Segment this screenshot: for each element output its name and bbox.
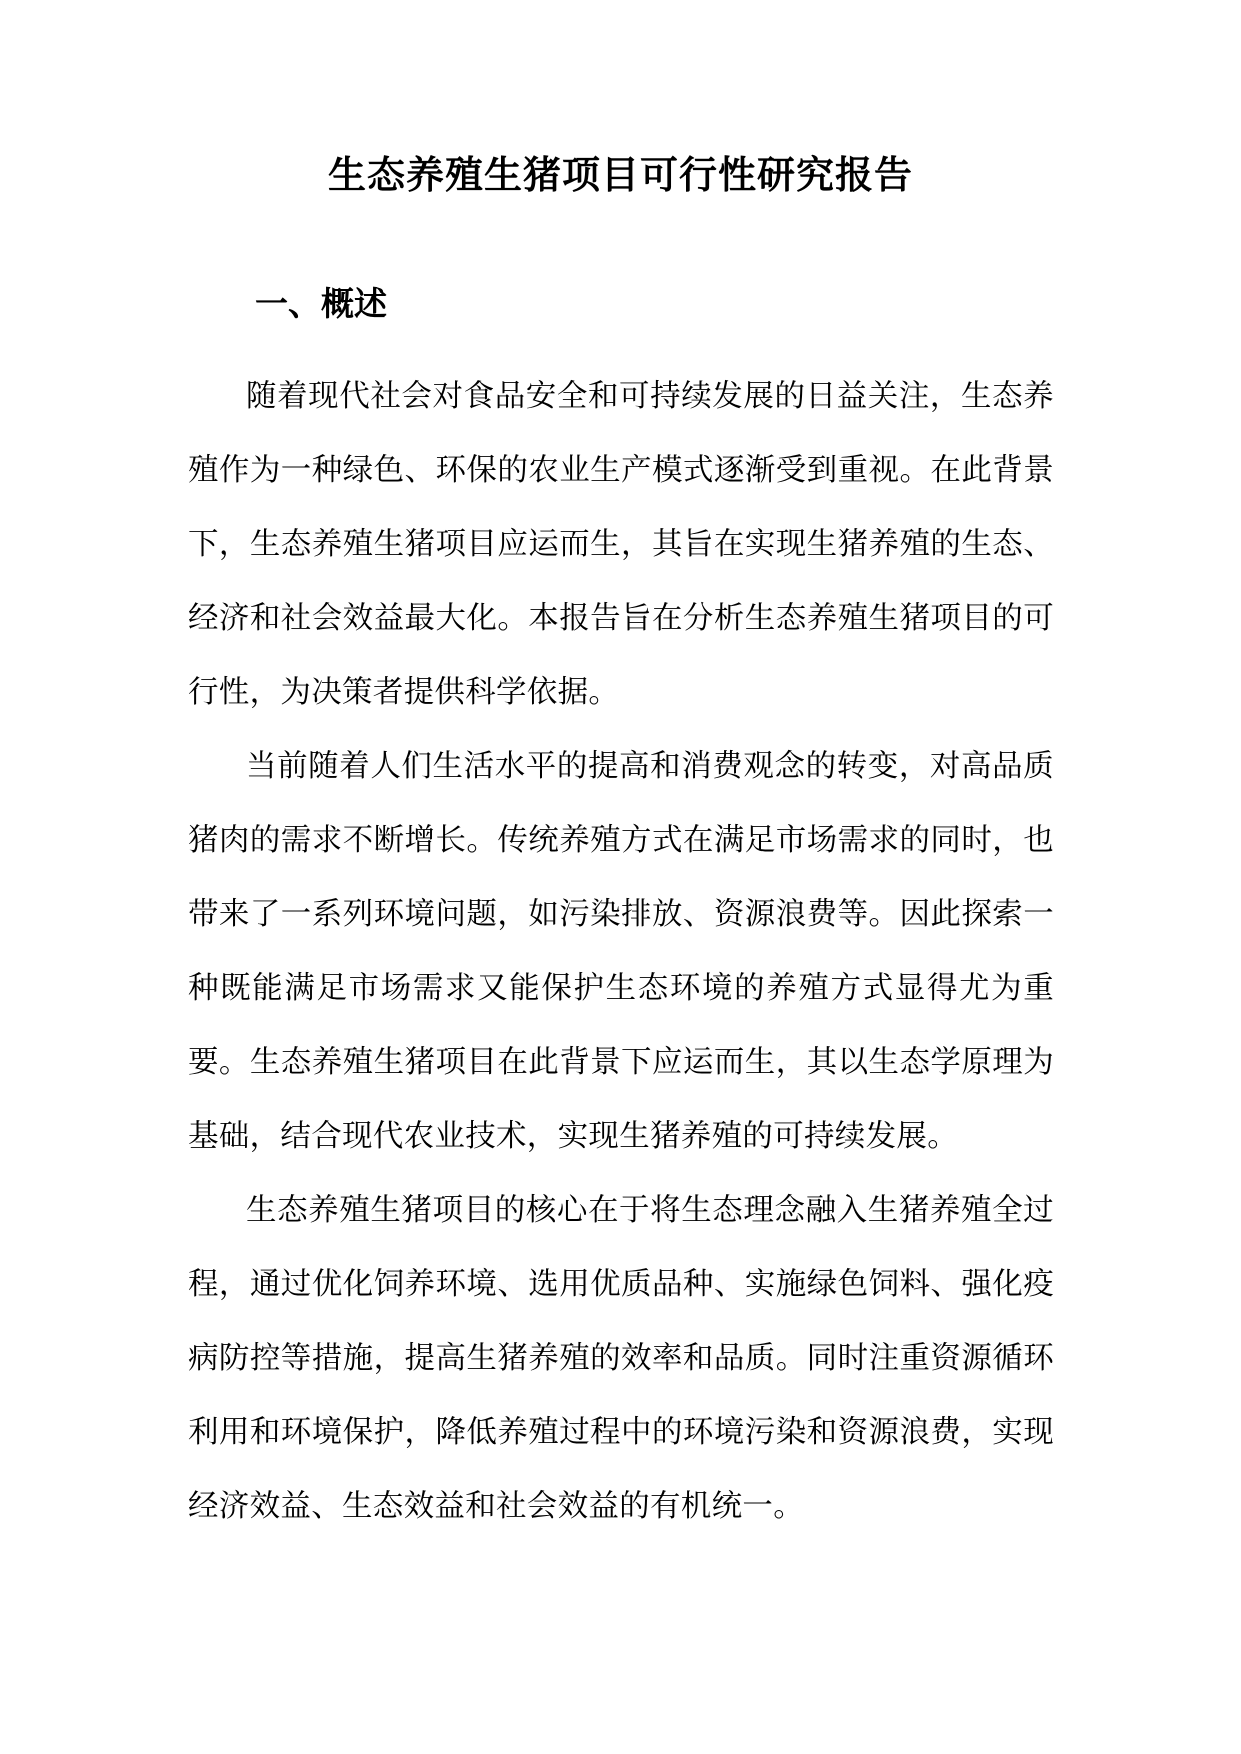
body-paragraph: 生态养殖生猪项目的核心在于将生态理念融入生猪养殖全过程，通过优化饲养环境、选用优质品种、实施绿色饲料、强化疫病防控等措施，提高生猪养殖的效率和品质。同时注重资源循环利用和环境保护，降低养殖过程中的环境污染和资源浪费，实现经济效益、生态效益和社会效益的有机统一。 <box>188 1193 1054 1524</box>
section-heading-overview: 一、概述 <box>255 284 387 323</box>
body-paragraph: 当前随着人们生活水平的提高和消费观念的转变，对高品质猪肉的需求不断增长。传统养殖方式在满足市场需求的同时，也带来了一系列环境问题，如污染排放、资源浪费等。因此探索一种既能满足市场需求又能保护生态环境的养殖方式显得尤为重要。生态养殖生猪项目在此背景下应运而生，其以生态学原理为基础，结合现代农业技术，实现生猪养殖的可持续发展。 <box>188 749 1054 1154</box>
document-title: 生态养殖生猪项目可行性研究报告 <box>327 152 913 197</box>
body-paragraph: 随着现代社会对食品安全和可持续发展的日益关注，生态养殖作为一种绿色、环保的农业生产模式逐渐受到重视。在此背景下，生态养殖生猪项目应运而生，其旨在实现生猪养殖的生态、经济和社会效益最大化。本报告旨在分析生态养殖生猪项目的可行性，为决策者提供科学依据。 <box>188 379 1054 710</box>
